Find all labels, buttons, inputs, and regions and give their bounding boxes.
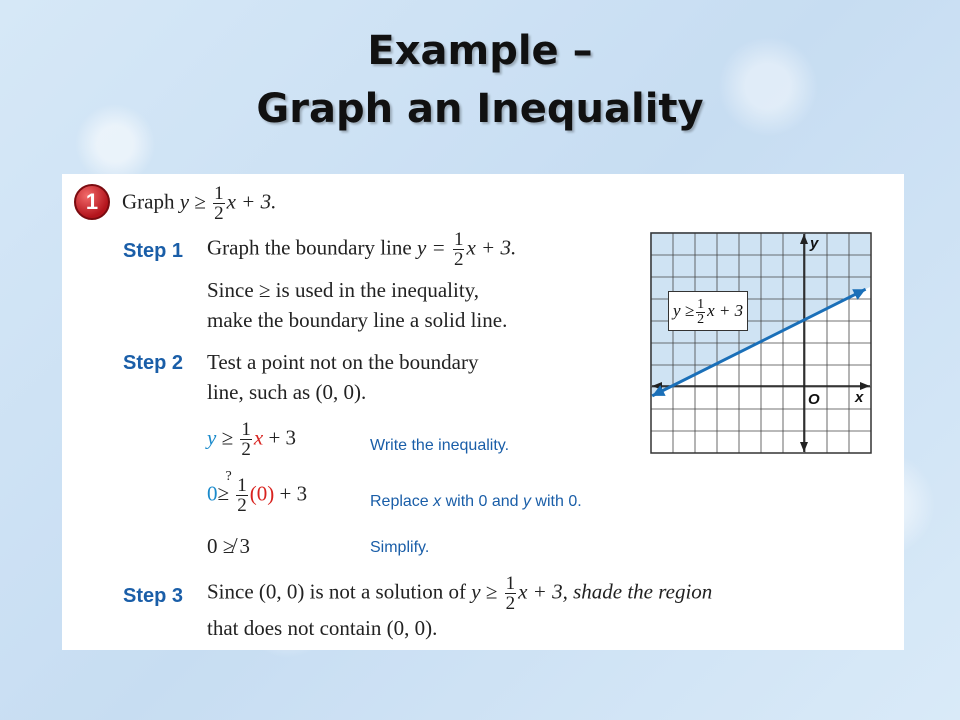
question-mark: ? [225, 469, 232, 485]
slide-title-line-2: Graph an Inequality [256, 86, 704, 132]
work-row-2-zero: 0 [207, 481, 218, 506]
step-3-eq-rhs: x + 3, shade the region [518, 579, 713, 604]
work-row-1-fraction [240, 420, 252, 459]
note-text: with 0. [530, 493, 582, 510]
step-1-eq-rhs: x + 3. [466, 235, 517, 260]
step-1-label: Step 1 [123, 240, 184, 262]
step-3-line-2: that does not contain (0, 0). [207, 616, 438, 640]
work-row-2-x: (0) [249, 481, 275, 506]
note-x: x [433, 493, 442, 510]
problem-statement [122, 184, 276, 223]
work-row-1-rest: + 3 [263, 425, 297, 450]
fraction-denominator: 2 [214, 203, 224, 224]
y-axis-label: y [810, 235, 819, 252]
step-3-text: Since (0, 0) is not a solution of [207, 579, 466, 604]
problem-lhs: y ≥ [179, 189, 206, 214]
fraction-numerator: 1 [453, 229, 464, 250]
example-card [62, 174, 904, 650]
fraction-denominator: 2 [237, 495, 247, 516]
step-1-eq-lhs: y = [416, 235, 446, 260]
work-row-2-sign [217, 469, 232, 506]
x-axis-label: x [855, 389, 864, 406]
work-row-1 [207, 420, 296, 459]
step-3-line-1 [207, 574, 712, 613]
fraction-numerator: 1 [237, 475, 247, 496]
step-1-line-3: make the boundary line a solid line. [207, 308, 508, 332]
step-3-label: Step 3 [123, 585, 184, 607]
fraction-numerator: 1 [505, 573, 516, 594]
fraction-numerator: 1 [214, 183, 224, 204]
inequality-graph [650, 232, 872, 454]
step-1-text: Graph the boundary line [207, 235, 412, 260]
boundary-label-rhs: x + 3 [707, 301, 744, 320]
step-2-line-1: Test a point not on the boundary [207, 350, 479, 374]
problem-fraction [213, 184, 225, 223]
work-row-2-fraction [236, 476, 248, 515]
work-row-2-geq: ≥ [217, 481, 230, 506]
example-number-badge: 1 [74, 184, 110, 220]
step-1-line-1 [207, 230, 516, 269]
work-row-3: 0 ≱ 3 [207, 534, 251, 558]
problem-intro: Graph [122, 189, 175, 214]
origin-label: O [808, 391, 820, 408]
note-text: with 0 and [441, 493, 523, 510]
step-3-eq-lhs: y ≥ [471, 579, 498, 604]
step-1-line-2: Since ≥ is used in the inequality, [207, 278, 480, 302]
problem-rhs: x + 3. [226, 189, 277, 214]
work-row-3-note: Simplify. [370, 539, 430, 556]
work-row-2-note [370, 493, 582, 511]
boundary-label-fraction [696, 298, 705, 327]
work-row-2 [207, 469, 308, 516]
work-row-1-sign: ≥ [216, 425, 234, 450]
fraction-denominator: 2 [241, 439, 251, 460]
boundary-label-lhs: y ≥ [673, 301, 695, 320]
fraction-numerator: 1 [241, 419, 251, 440]
work-row-1-note: Write the inequality. [370, 437, 510, 454]
work-row-1-y: y [207, 425, 217, 450]
step-1-fraction [453, 230, 465, 269]
note-y: y [522, 493, 531, 510]
fraction-denominator: 2 [505, 593, 516, 614]
slide-title [0, 22, 960, 138]
slide-title-line-1: Example – [367, 28, 593, 74]
step-3-fraction [505, 574, 517, 613]
boundary-label [668, 291, 748, 331]
work-row-2-rest: + 3 [274, 481, 308, 506]
fraction-denominator: 2 [453, 249, 464, 270]
step-2-label: Step 2 [123, 352, 184, 374]
fraction-numerator: 1 [697, 296, 705, 312]
work-row-1-x: x [253, 425, 264, 450]
fraction-denominator: 2 [697, 311, 705, 327]
note-text: Replace [370, 493, 434, 510]
step-2-line-2: line, such as (0, 0). [207, 380, 367, 404]
